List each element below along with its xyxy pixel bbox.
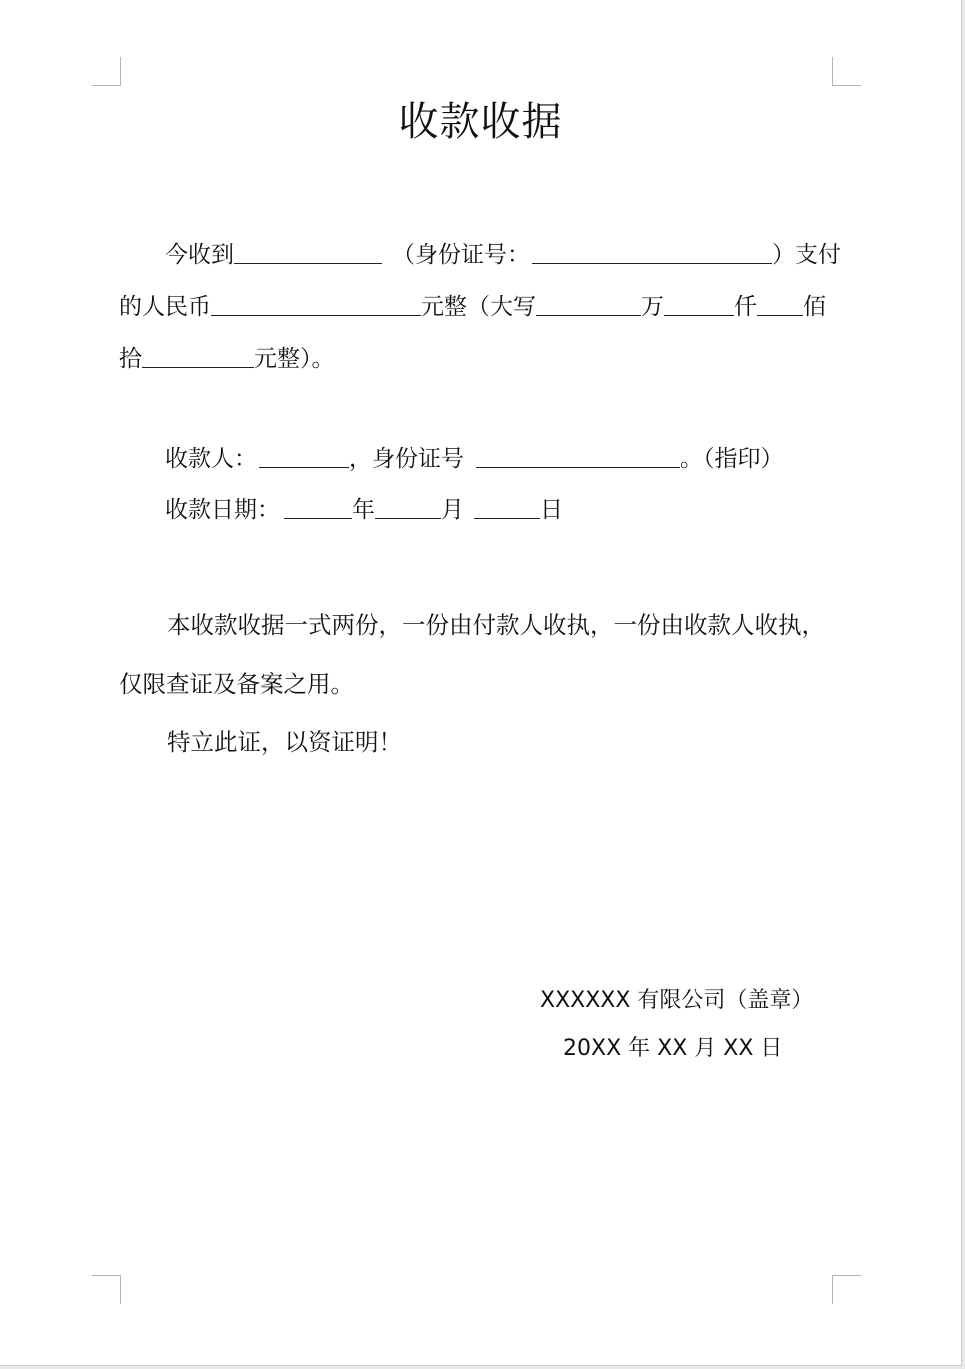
margin-corner-top-right [832, 57, 861, 86]
text-id-number-label: （身份证号： [392, 242, 530, 268]
receiver-id-blank[interactable] [476, 445, 680, 468]
margin-corner-top-left [92, 57, 121, 86]
paragraph-1-line-3 [119, 344, 335, 374]
amount-blank[interactable] [211, 293, 421, 316]
paragraph-1-line-1 [165, 240, 841, 270]
text-paid: ）支付 [772, 242, 841, 268]
paragraph-2-line-1: 本收款收据一式两份，一份由付款人收执，一份由收款人收执， [167, 611, 825, 639]
document-title: 收款收据 [398, 99, 563, 145]
bai-blank[interactable] [757, 293, 803, 316]
closing-statement: 特立此证，以资证明！ [167, 728, 402, 756]
day-blank[interactable] [474, 496, 540, 519]
payer-id-blank[interactable] [532, 241, 772, 264]
text-receiver-id-label: ，身份证号 [349, 446, 464, 472]
payer-name-blank[interactable] [234, 241, 382, 264]
paragraph-2-line-2: 仅限查证及备案之用。 [119, 670, 354, 698]
text-month: 月 [441, 497, 464, 523]
year-blank[interactable] [284, 496, 352, 519]
text-yuan-capital: 元整（大写 [421, 294, 536, 320]
qian-blank[interactable] [664, 293, 734, 316]
wan-blank[interactable] [536, 293, 641, 316]
text-receiver-label: 收款人： [165, 446, 257, 472]
month-blank[interactable] [375, 496, 441, 519]
text-shi: 拾 [119, 346, 142, 372]
shi-blank[interactable] [142, 345, 254, 368]
text-qian: 仟 [734, 294, 757, 320]
signature-date: 20XX 年 XX 月 XX 日 [563, 1036, 783, 1061]
receipt-date-line [165, 495, 563, 525]
text-year: 年 [352, 497, 375, 523]
company-signature: XXXXXX 有限公司（盖章） [540, 988, 814, 1013]
text-yuan-end: 元整）。 [254, 346, 335, 372]
text-day: 日 [540, 497, 563, 523]
receiver-name-blank[interactable] [259, 445, 349, 468]
text-received-from: 今收到 [165, 242, 234, 268]
text-bai: 佰 [803, 294, 826, 320]
margin-corner-bottom-right [832, 1275, 861, 1304]
paragraph-1-line-2 [119, 292, 826, 322]
text-date-label: 收款日期： [165, 497, 280, 523]
text-wan: 万 [641, 294, 664, 320]
receiver-line [165, 444, 784, 474]
text-rmb: 的人民币 [119, 294, 211, 320]
margin-corner-bottom-left [92, 1275, 121, 1304]
text-fingerprint: 。（指印） [680, 446, 784, 472]
